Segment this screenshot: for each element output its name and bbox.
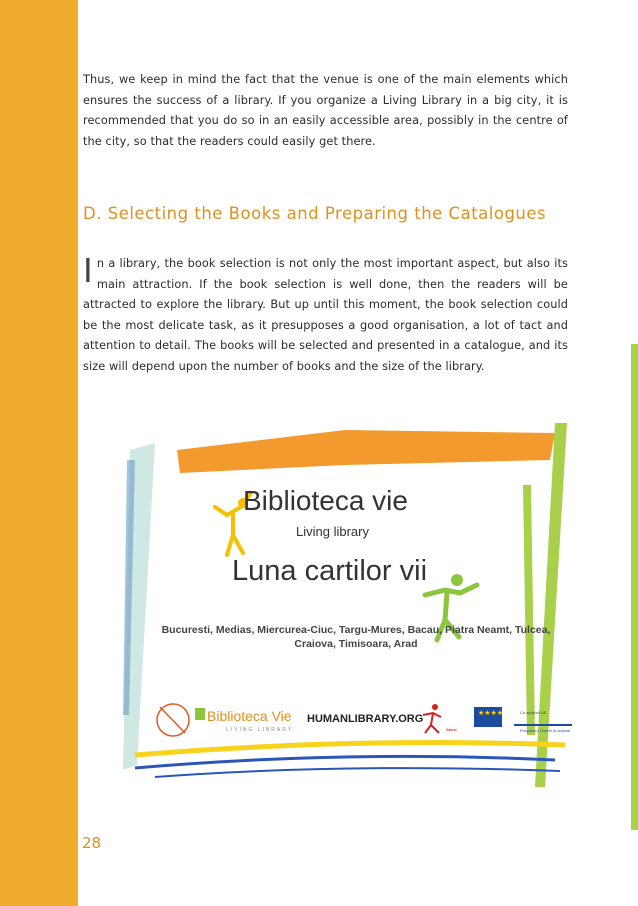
fiatest-logo: fiatest — [446, 727, 457, 732]
poster-subtitle: Living library — [296, 524, 369, 539]
green-brush-stroke-2 — [523, 485, 535, 735]
yellow-wavy-line — [135, 743, 565, 755]
blue-wavy-line-1 — [135, 756, 555, 768]
poster-event-name: Luna cartilor vii — [232, 555, 428, 587]
youth-in-action-logo-top: Cu sprijinul UE — [520, 710, 547, 715]
biblioteca-vie-logo-subtitle: LIVING LIBRARY — [226, 727, 294, 733]
left-margin-band — [0, 0, 78, 906]
youth-in-action-logo-bottom: Programul Tineret în acțiune — [520, 728, 571, 733]
paragraph-book-selection — [83, 251, 568, 377]
humanlibrary-logo: HUMANLIBRARY.ORG — [307, 713, 424, 725]
orange-brush-stroke — [177, 430, 555, 473]
drop-cap: I — [83, 251, 93, 290]
page-number: 28 — [82, 834, 102, 852]
section-heading: D. Selecting the Books and Preparing the Catalogues — [83, 204, 547, 223]
biblioteca-vie-logo: Biblioteca Vie — [207, 708, 292, 724]
right-margin-band — [631, 344, 638, 830]
youth-in-action-logo-bar — [514, 724, 572, 726]
red-figure-logo-icon — [423, 704, 441, 733]
book-logo-icon — [195, 708, 205, 720]
living-library-poster — [115, 415, 580, 790]
blue-wavy-line-2 — [155, 768, 560, 777]
eu-stars-icon: ★★★★ — [478, 710, 504, 717]
poster-cities: Bucuresti, Medias, Miercurea-Ciuc, Targu-Mures, Bacau, Piatra Neamt, Tulcea, Craiova, Timisoara, Arad — [161, 624, 551, 650]
paragraph-body: n a library, the book selection is not only the most important aspect, but also its main attraction. If the book selection is well done, then the readers will be attracted to explore the library. But up until this moment, the book selection could be the most delicate task, as it presupposes a good organisation, a lot of tact and attention to detail. The books will be selected and presented in a catalogue, and its size will depend upon the number of books and the size of the library. — [83, 257, 568, 373]
paragraph-venue: Thus, we keep in mind the fact that the venue is one of the main elements which ensures the success of a library. If you organize a Living Library in a big city, it is recommended that you do so in an easily accessible area, possibly in the centre of the city, so that the readers could easily get there. — [83, 73, 568, 148]
orange-circle-logo-icon — [157, 704, 189, 736]
poster-title: Biblioteca vie — [243, 485, 408, 516]
